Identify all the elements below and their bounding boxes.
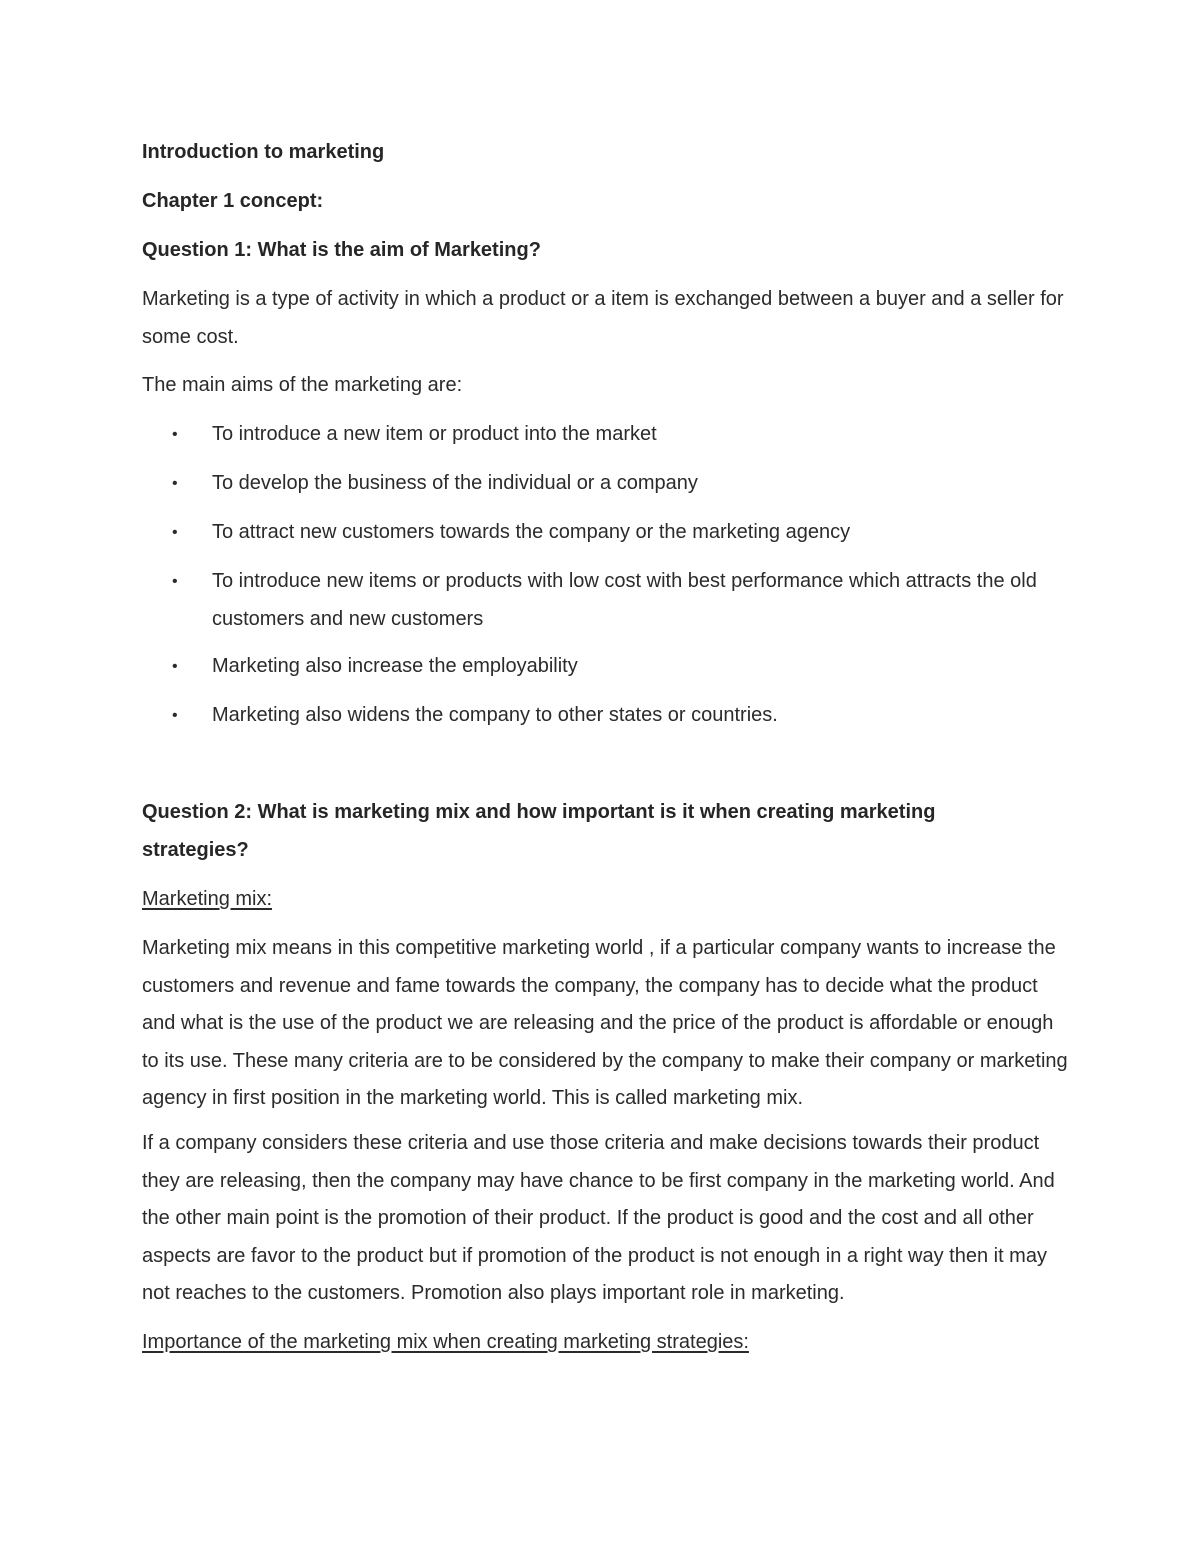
bullet-icon: • [172, 426, 178, 443]
list-item-text: To introduce new items or products with low cost with best performance which attracts the old customers and new customers [212, 570, 1037, 630]
question-1-heading: Question 1: What is the aim of Marketing? [142, 239, 541, 261]
marketing-mix-subheading: Marketing mix: [142, 888, 273, 910]
bullet-icon: • [172, 658, 178, 675]
bullet-icon: • [172, 475, 178, 492]
question-1-intro-paragraph: Marketing is a type of activity in which a product or a item is exchanged between a buyer and a seller for some cost. [142, 288, 1064, 348]
question-2-heading: Question 2: What is marketing mix and how important is it when creating marketing strategies? [142, 801, 936, 861]
list-item-text: To attract new customers towards the company or the marketing agency [212, 521, 851, 543]
document-title: Introduction to marketing [142, 141, 385, 163]
bullet-icon: • [172, 573, 178, 590]
list-item-text: Marketing also widens the company to other states or countries. [212, 704, 778, 726]
bullet-icon: • [172, 524, 178, 541]
aims-label: The main aims of the marketing are: [142, 374, 463, 396]
list-item-text: Marketing also increase the employability [212, 655, 578, 677]
list-item-text: To introduce a new item or product into the market [212, 423, 657, 445]
bullet-icon: • [172, 707, 178, 724]
marketing-mix-paragraph: Marketing mix means in this competitive marketing world , if a particular company wants to increase the customers and revenue and fame towards the company, the company has to decide what the product and what is the use of the product we are releasing and the price of the product is affordable or enough to its use. These many criteria are to be considered by the company to make their company or marketing agency in first position in the marketing world. This is called marketing mix. [142, 937, 1068, 1109]
promotion-paragraph: If a company considers these criteria and use those criteria and make decisions towards their product they are releasing, then the company may have chance to be first company in the marketing world. And the other main point is the promotion of their product. If the product is good and the cost and all other aspects are favor to the product but if promotion of the product is not enough in a right way then it may not reaches to the customers. Promotion also plays important role in marketing. [142, 1132, 1055, 1304]
importance-subheading: Importance of the marketing mix when creating marketing strategies: [142, 1331, 749, 1353]
chapter-heading: Chapter 1 concept: [142, 190, 324, 212]
list-item-text: To develop the business of the individual or a company [212, 472, 698, 494]
